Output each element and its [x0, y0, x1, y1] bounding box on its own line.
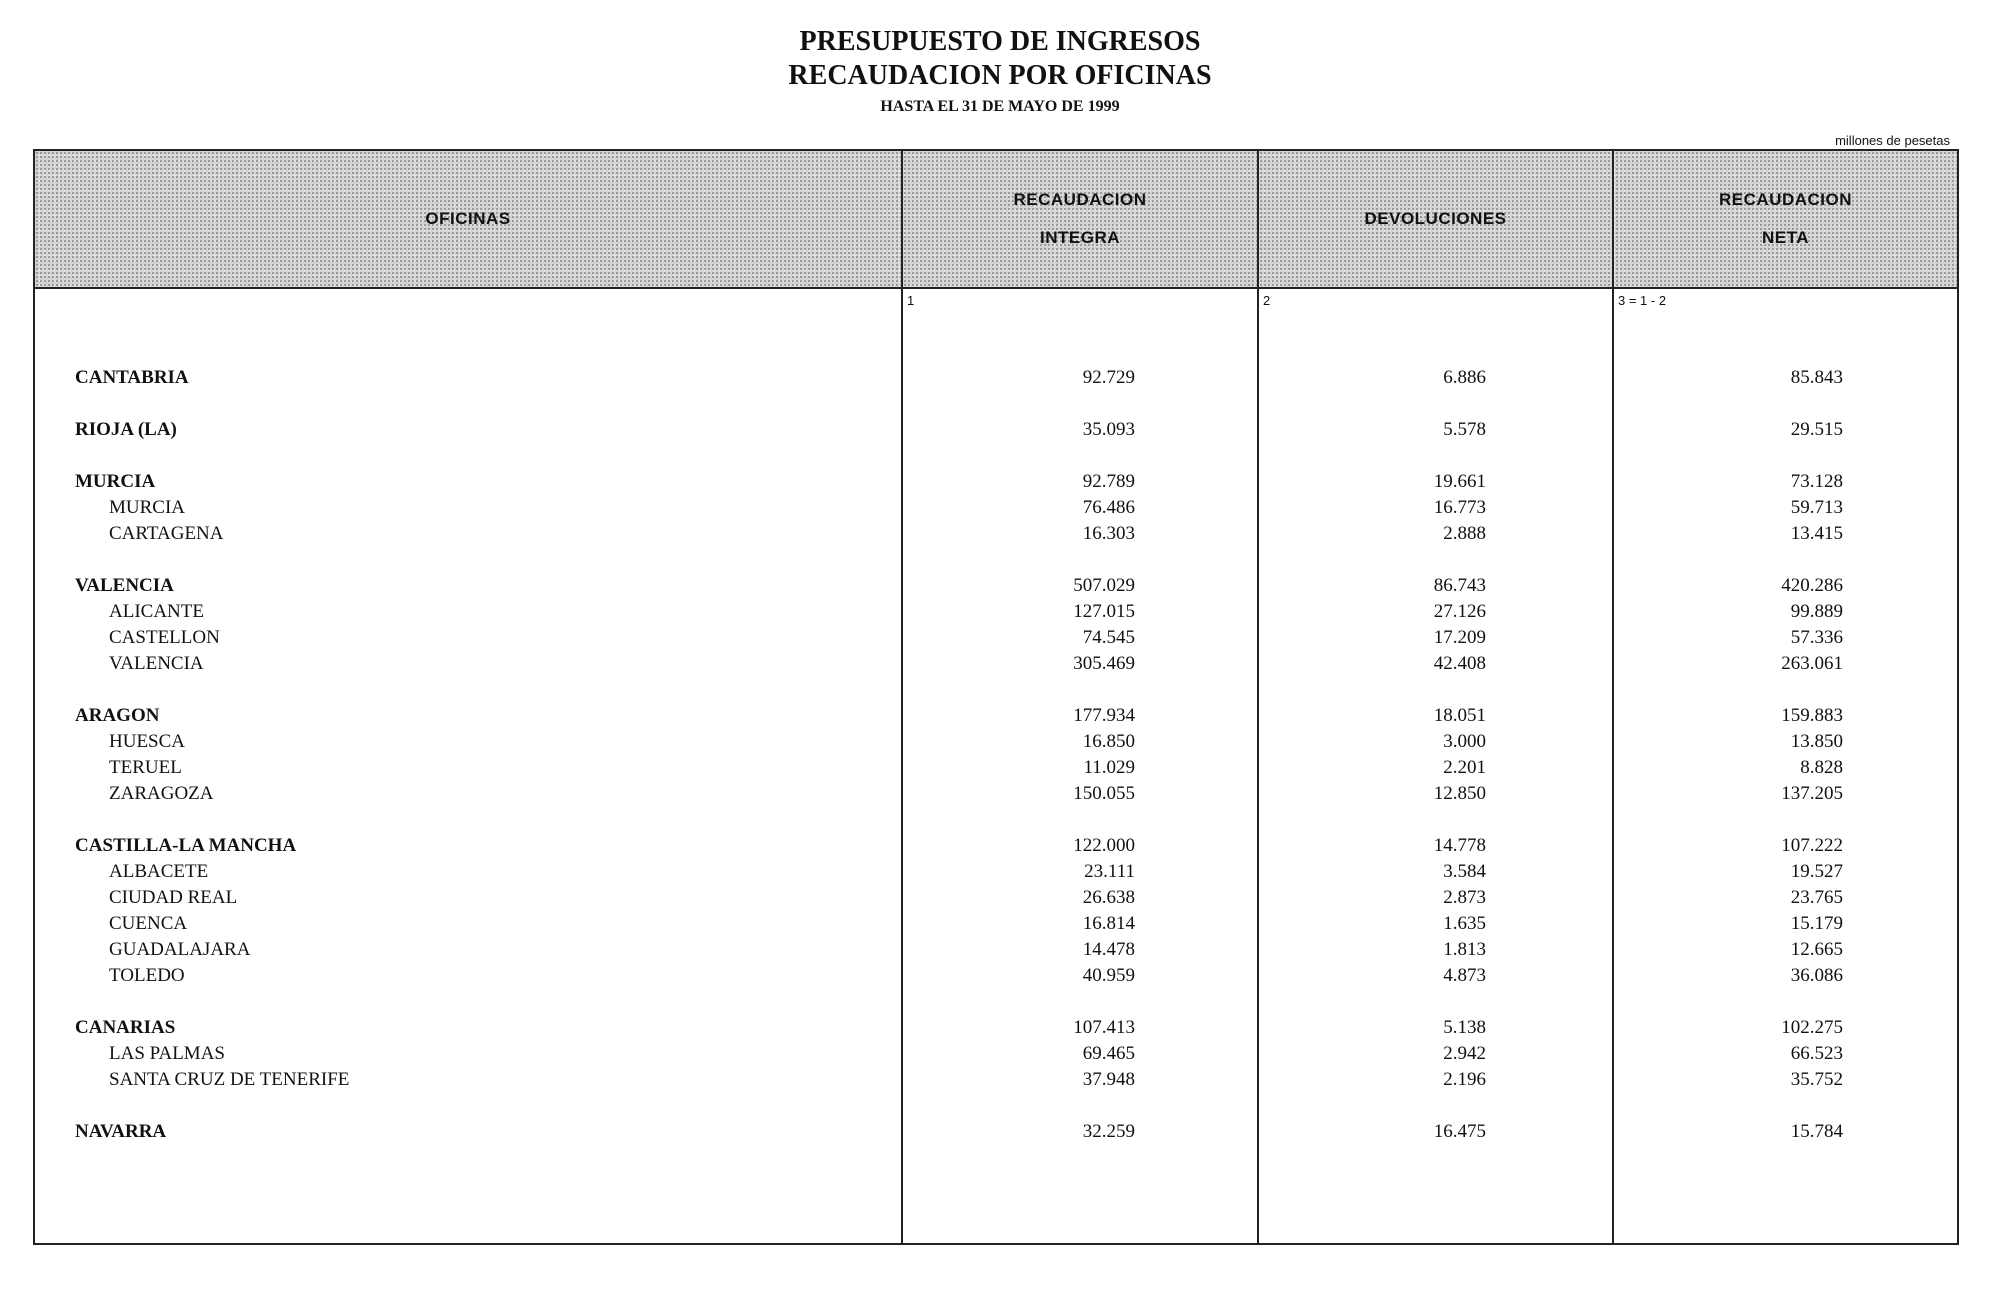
table-row [35, 419, 1957, 445]
table-row [35, 523, 1957, 549]
office-name: CANARIAS [75, 1017, 176, 1038]
table-row [35, 601, 1957, 627]
devoluciones-value: 3.584 [1443, 861, 1486, 882]
office-name: CASTELLON [109, 627, 220, 648]
recaudacion-integra-value: 16.303 [1082, 523, 1135, 544]
recaudacion-neta-value: 159.883 [1781, 705, 1843, 726]
units-note: millones de pesetas [1835, 133, 1950, 148]
table-row [35, 939, 1957, 965]
table-row [35, 1121, 1957, 1147]
devoluciones-value: 18.051 [1433, 705, 1486, 726]
recaudacion-neta-value: 99.889 [1790, 601, 1843, 622]
devoluciones-value: 27.126 [1433, 601, 1486, 622]
header-recaudacion-integra: RECAUDACION INTEGRA [1013, 190, 1147, 247]
devoluciones-value: 5.138 [1443, 1017, 1486, 1038]
recaudacion-integra-value: 107.413 [1073, 1017, 1135, 1038]
office-name: RIOJA (LA) [75, 419, 177, 440]
table-row [35, 705, 1957, 731]
table-row [35, 913, 1957, 939]
report-date: HASTA EL 31 DE MAYO DE 1999 [880, 98, 1120, 115]
recaudacion-neta-value: 73.128 [1790, 471, 1843, 492]
recaudacion-neta-value: 36.086 [1790, 965, 1843, 986]
recaudacion-neta-value: 19.527 [1790, 861, 1843, 882]
recaudacion-integra-value: 177.934 [1073, 705, 1135, 726]
devoluciones-value: 1.813 [1443, 939, 1486, 960]
recaudacion-integra-value: 122.000 [1073, 835, 1135, 856]
recaudacion-integra-value: 11.029 [1083, 757, 1135, 778]
report-subtitle-title: RECAUDACION POR OFICINAS [788, 60, 1212, 91]
office-name: SANTA CRUZ DE TENERIFE [109, 1069, 350, 1090]
table-row [35, 835, 1957, 861]
table-row [35, 497, 1957, 523]
recaudacion-integra-value: 92.729 [1082, 367, 1135, 388]
devoluciones-value: 4.873 [1443, 965, 1486, 986]
column-number-2: 2 [1263, 293, 1271, 308]
recaudacion-neta-value: 23.765 [1790, 887, 1843, 908]
column-number-3: 3 = 1 - 2 [1618, 293, 1667, 308]
recaudacion-neta-value: 57.336 [1790, 627, 1843, 648]
recaudacion-integra-value: 507.029 [1073, 575, 1135, 596]
office-name: CASTILLA-LA MANCHA [75, 835, 297, 856]
recaudacion-neta-value: 13.415 [1790, 523, 1843, 544]
recaudacion-neta-value: 29.515 [1790, 419, 1843, 440]
recaudacion-integra-value: 40.959 [1082, 965, 1135, 986]
recaudacion-integra-value: 150.055 [1073, 783, 1135, 804]
revenue-table [33, 149, 1959, 1245]
devoluciones-value: 2.942 [1443, 1043, 1486, 1064]
recaudacion-neta-value: 107.222 [1781, 835, 1843, 856]
recaudacion-neta-value: 102.275 [1781, 1017, 1843, 1038]
devoluciones-value: 2.196 [1443, 1069, 1486, 1090]
recaudacion-neta-value: 420.286 [1781, 575, 1843, 596]
devoluciones-value: 16.773 [1433, 497, 1486, 518]
office-name: CUENCA [109, 913, 188, 934]
devoluciones-value: 3.000 [1443, 731, 1486, 752]
table-row [35, 653, 1957, 679]
header-oficinas: OFICINAS [425, 209, 511, 228]
recaudacion-integra-value: 305.469 [1073, 653, 1135, 674]
recaudacion-neta-value: 137.205 [1781, 783, 1843, 804]
office-name: LAS PALMAS [109, 1043, 225, 1064]
office-name: ARAGON [75, 705, 160, 726]
office-name: NAVARRA [75, 1121, 167, 1142]
recaudacion-integra-value: 74.545 [1082, 627, 1135, 648]
recaudacion-neta-value: 59.713 [1790, 497, 1843, 518]
recaudacion-neta-value: 13.850 [1790, 731, 1843, 752]
recaudacion-integra-value: 127.015 [1073, 601, 1135, 622]
devoluciones-value: 12.850 [1433, 783, 1486, 804]
devoluciones-value: 2.873 [1443, 887, 1486, 908]
office-name: MURCIA [75, 471, 156, 492]
table-row [35, 783, 1957, 809]
table-row [35, 861, 1957, 887]
recaudacion-integra-value: 32.259 [1082, 1121, 1135, 1142]
devoluciones-value: 86.743 [1433, 575, 1486, 596]
office-name: GUADALAJARA [109, 939, 251, 960]
table-row [35, 471, 1957, 497]
recaudacion-neta-value: 15.179 [1790, 913, 1843, 934]
devoluciones-value: 2.888 [1443, 523, 1486, 544]
recaudacion-integra-value: 16.814 [1082, 913, 1135, 934]
office-name: CIUDAD REAL [109, 887, 238, 908]
office-name: ZARAGOZA [109, 783, 214, 804]
recaudacion-neta-value: 66.523 [1790, 1043, 1843, 1064]
table-row [35, 367, 1957, 393]
table-row [35, 627, 1957, 653]
office-name: ALBACETE [109, 861, 209, 882]
recaudacion-neta-value: 12.665 [1790, 939, 1843, 960]
table-row [35, 757, 1957, 783]
office-name: MURCIA [109, 497, 186, 518]
office-name: ALICANTE [109, 601, 204, 622]
report-title: PRESUPUESTO DE INGRESOS [799, 26, 1201, 57]
column-number-1: 1 [907, 293, 915, 308]
devoluciones-value: 6.886 [1443, 367, 1486, 388]
recaudacion-integra-value: 26.638 [1082, 887, 1135, 908]
office-name: CARTAGENA [109, 523, 224, 544]
header-devoluciones: DEVOLUCIONES [1364, 209, 1507, 228]
recaudacion-neta-value: 8.828 [1800, 757, 1843, 778]
recaudacion-integra-value: 69.465 [1082, 1043, 1135, 1064]
header-recaudacion-neta: RECAUDACION NETA [1719, 190, 1852, 247]
recaudacion-neta-value: 263.061 [1781, 653, 1843, 674]
recaudacion-integra-value: 16.850 [1082, 731, 1135, 752]
devoluciones-value: 14.778 [1433, 835, 1486, 856]
table-row [35, 1043, 1957, 1069]
recaudacion-integra-value: 23.111 [1084, 861, 1135, 882]
office-name: HUESCA [109, 731, 186, 752]
recaudacion-integra-value: 35.093 [1082, 419, 1135, 440]
recaudacion-neta-value: 85.843 [1790, 367, 1843, 388]
devoluciones-value: 17.209 [1433, 627, 1486, 648]
office-name: VALENCIA [75, 575, 174, 596]
recaudacion-integra-value: 76.486 [1082, 497, 1135, 518]
recaudacion-neta-value: 35.752 [1790, 1069, 1843, 1090]
table-row [35, 1069, 1957, 1095]
table-row [35, 731, 1957, 757]
office-name: TOLEDO [109, 965, 185, 986]
recaudacion-neta-value: 15.784 [1790, 1121, 1843, 1142]
table-row [35, 1017, 1957, 1043]
recaudacion-integra-value: 37.948 [1082, 1069, 1135, 1090]
recaudacion-integra-value: 92.789 [1082, 471, 1135, 492]
devoluciones-value: 19.661 [1433, 471, 1486, 492]
devoluciones-value: 1.635 [1443, 913, 1486, 934]
devoluciones-value: 16.475 [1433, 1121, 1486, 1142]
devoluciones-value: 42.408 [1433, 653, 1486, 674]
office-name: CANTABRIA [75, 367, 189, 388]
recaudacion-integra-value: 14.478 [1082, 939, 1135, 960]
office-name: VALENCIA [109, 653, 204, 674]
devoluciones-value: 2.201 [1443, 757, 1486, 778]
table-row [35, 575, 1957, 601]
office-name: TERUEL [109, 757, 182, 778]
devoluciones-value: 5.578 [1443, 419, 1486, 440]
table-row [35, 965, 1957, 991]
table-row [35, 887, 1957, 913]
